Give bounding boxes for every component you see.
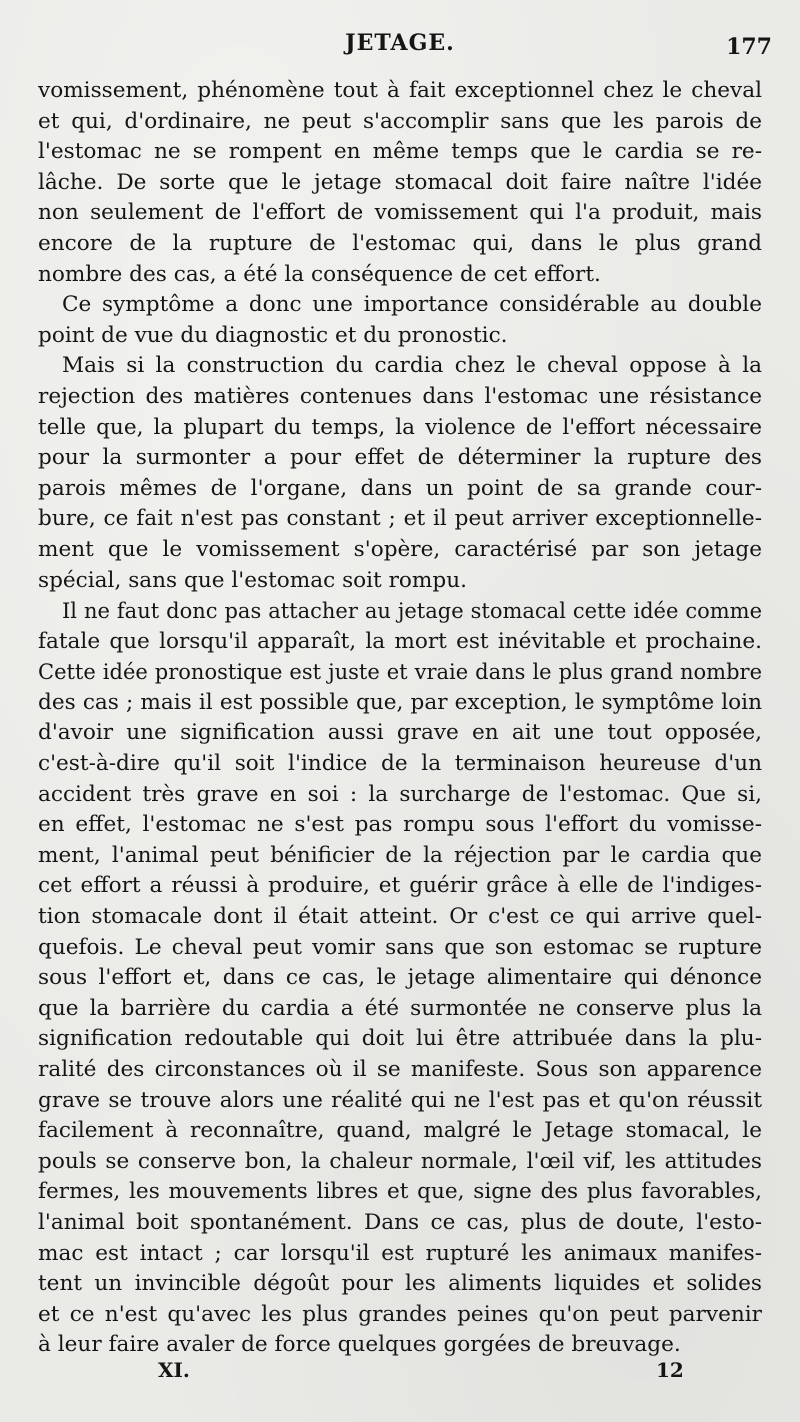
text-line: ment, l'animal peut bénificier de la réjection par le cardia que bbox=[38, 842, 762, 868]
running-head bbox=[0, 30, 800, 64]
text-line: tion stomacale dont il était atteint. Or c'est ce qui arrive quel- bbox=[38, 904, 762, 930]
page-number: 177 bbox=[726, 34, 772, 60]
text-line: vomissement, phénomène tout à fait exceptionnel chez le cheval bbox=[38, 78, 762, 103]
text-line: parois mêmes de l'organe, dans un point de sa grande cour- bbox=[38, 475, 762, 501]
text-line: Cette idée pronostique est juste et vraie dans le plus grand nombre bbox=[38, 660, 762, 685]
text-line: que la barrière du cardia a été surmontée ne conserve plus la bbox=[38, 995, 762, 1021]
text-line: pouls se conserve bon, la chaleur normale, l'œil vif, les attitudes bbox=[38, 1148, 762, 1174]
text-line: d'avoir une signification aussi grave en ait une tout opposée, bbox=[38, 720, 762, 746]
text-line: encore de la rupture de l'estomac qui, dans le plus grand bbox=[38, 230, 762, 256]
text-line: et ce n'est qu'avec les plus grandes peines qu'on peut parvenir bbox=[38, 1301, 762, 1327]
text-line: Mais si la construction du cardia chez le cheval oppose à la bbox=[62, 353, 762, 379]
text-line: nombre des cas, a été la conséquence de cet effort. bbox=[38, 261, 601, 287]
text-line: telle que, la plupart du temps, la violence de l'effort nécessaire bbox=[38, 414, 762, 440]
text-line: tent un invincible dégoût pour les aliments liquides et solides bbox=[38, 1271, 762, 1297]
text-line: pour la surmonter a pour effet de déterminer la rupture des bbox=[38, 445, 762, 471]
text-line: quefois. Le cheval peut vomir sans que son estomac se rupture bbox=[38, 934, 762, 960]
text-line: facilement à reconnaître, quand, malgré le Jetage stomacal, le bbox=[38, 1118, 762, 1144]
text-line: sous l'effort et, dans ce cas, le jetage alimentaire qui dénonce bbox=[38, 965, 762, 991]
text-line: fatale que lorsqu'il apparaît, la mort est inévitable et prochaine. bbox=[38, 628, 762, 654]
signature-mark: XI. bbox=[158, 1358, 190, 1382]
text-line: cet effort a réussi à produire, et guérir grâce à elle de l'indiges- bbox=[38, 873, 762, 899]
text-line: non seulement de l'effort de vomissement qui l'a produit, mais bbox=[38, 200, 762, 226]
text-line: l'estomac ne se rompent en même temps que le cardia se re- bbox=[38, 139, 762, 165]
text-line: fermes, les mouvements libres et que, signe des plus favorables, bbox=[38, 1179, 762, 1205]
text-line: accident très grave en soi : la surcharge de l'estomac. Que si, bbox=[38, 781, 762, 807]
text-line: spécial, sans que l'estomac soit rompu. bbox=[38, 567, 467, 593]
text-line: grave se trouve alors une réalité qui ne l'est pas et qu'on réussit bbox=[38, 1087, 762, 1113]
text-line: mac est intact ; car lorsqu'il est rupturé les animaux manifes- bbox=[38, 1240, 762, 1266]
body-text bbox=[38, 76, 762, 1361]
text-line: l'animal boit spontanément. Dans ce cas, plus de doute, l'esto- bbox=[38, 1209, 762, 1235]
text-line: point de vue du diagnostic et du pronostic. bbox=[38, 322, 508, 348]
text-line: lâche. De sorte que le jetage stomacal doit faire naître l'idée bbox=[38, 169, 762, 195]
text-line: signification redoutable qui doit lui être attribuée dans la plu- bbox=[38, 1026, 762, 1052]
text-line: bure, ce fait n'est pas constant ; et il peut arriver exceptionnelle- bbox=[38, 506, 762, 532]
text-line: à leur faire avaler de force quelques gorgées de breuvage. bbox=[38, 1332, 681, 1358]
text-line: Il ne faut donc pas attacher au jetage stomacal cette idée comme bbox=[62, 599, 762, 624]
sheet-number: 12 bbox=[656, 1358, 684, 1382]
page-foot bbox=[0, 1358, 800, 1388]
text-line: c'est-à-dire qu'il soit l'indice de la terminaison heureuse d'un bbox=[38, 751, 762, 777]
text-line: en effet, l'estomac ne s'est pas rompu sous l'effort du vomisse- bbox=[38, 812, 762, 838]
text-line: des cas ; mais il est possible que, par exception, le symptôme loin bbox=[38, 689, 762, 715]
text-line: ralité des circonstances où il se manifeste. Sous son apparence bbox=[38, 1057, 762, 1082]
text-line: ment que le vomissement s'opère, caractérisé par son jetage bbox=[38, 536, 762, 562]
text-line: rejection des matières contenues dans l'estomac une résistance bbox=[38, 383, 762, 409]
text-line: et qui, d'ordinaire, ne peut s'accomplir sans que les parois de bbox=[38, 108, 762, 134]
text-line: Ce symptôme a donc une importance considérable au double bbox=[62, 292, 762, 318]
running-title: JETAGE. bbox=[345, 30, 455, 56]
